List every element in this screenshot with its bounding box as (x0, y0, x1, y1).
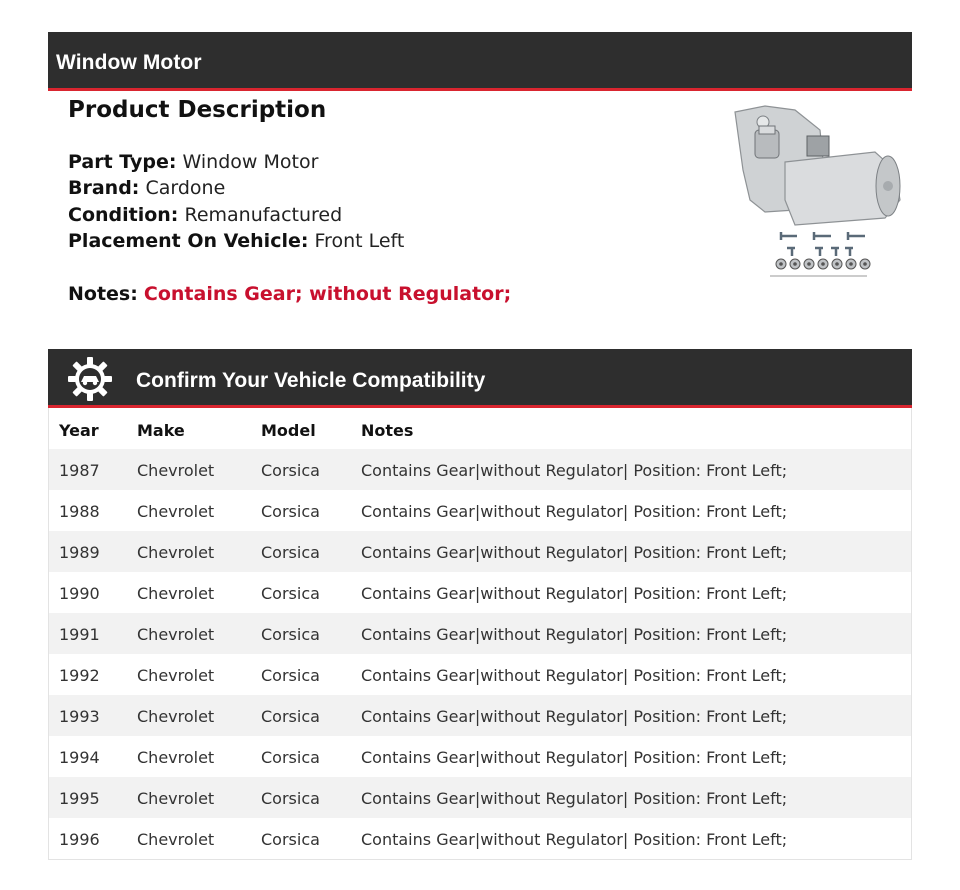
spec-value: Window Motor (182, 151, 319, 173)
cell-notes: Contains Gear|without Regulator| Position: Front Left; (361, 543, 788, 562)
column-header-model: Model (261, 421, 316, 440)
cell-make: Chevrolet (137, 748, 215, 767)
cell-model: Corsica (261, 584, 320, 603)
cell-model: Corsica (261, 748, 320, 767)
column-header-year: Year (59, 421, 99, 440)
cell-model: Corsica (261, 502, 320, 521)
cell-year: 1991 (59, 625, 100, 644)
table-row (49, 654, 911, 695)
cell-notes: Contains Gear|without Regulator| Position: Front Left; (361, 625, 788, 644)
cell-year: 1987 (59, 461, 100, 480)
column-header-make: Make (137, 421, 185, 440)
column-header-notes: Notes (361, 421, 414, 440)
cell-notes: Contains Gear|without Regulator| Position: Front Left; (361, 789, 788, 808)
cell-notes: Contains Gear|without Regulator| Position: Front Left; (361, 461, 788, 480)
spec-brand (68, 177, 225, 199)
cell-year: 1994 (59, 748, 100, 767)
table-row (49, 736, 911, 777)
cell-year: 1995 (59, 789, 100, 808)
cell-year: 1992 (59, 666, 100, 685)
cell-year: 1989 (59, 543, 100, 562)
cell-make: Chevrolet (137, 461, 215, 480)
compat-header-bar (48, 349, 912, 408)
cell-notes: Contains Gear|without Regulator| Position: Front Left; (361, 584, 788, 603)
compat-title: Confirm Your Vehicle Compatibility (136, 369, 486, 392)
table-row (49, 777, 911, 818)
header-title: Window Motor (56, 51, 202, 74)
spec-part-type (68, 151, 318, 173)
cell-make: Chevrolet (137, 543, 215, 562)
cell-model: Corsica (261, 666, 320, 685)
table-row (49, 531, 911, 572)
notes-value: Contains Gear; without Regulator; (143, 283, 512, 305)
cell-year: 1988 (59, 502, 100, 521)
cell-model: Corsica (261, 461, 320, 480)
compatibility-table (48, 408, 912, 860)
cell-model: Corsica (261, 625, 320, 644)
cell-year: 1993 (59, 707, 100, 726)
table-row (49, 613, 911, 654)
spec-label: Placement On Vehicle: (68, 230, 309, 252)
table-row (49, 818, 911, 859)
table-row (49, 695, 911, 736)
table-row (49, 449, 911, 490)
notes (68, 283, 511, 305)
cell-make: Chevrolet (137, 584, 215, 603)
cell-make: Chevrolet (137, 666, 215, 685)
table-header-row (49, 408, 911, 449)
window-motor-product-image (725, 100, 905, 285)
gear-car-icon (67, 356, 113, 402)
cell-notes: Contains Gear|without Regulator| Position: Front Left; (361, 707, 788, 726)
spec-label: Brand: (68, 177, 140, 199)
cell-notes: Contains Gear|without Regulator| Position: Front Left; (361, 666, 788, 685)
cell-make: Chevrolet (137, 789, 215, 808)
spec-condition (68, 204, 342, 226)
cell-notes: Contains Gear|without Regulator| Position: Front Left; (361, 830, 788, 849)
cell-make: Chevrolet (137, 502, 215, 521)
spec-value: Remanufactured (184, 204, 343, 226)
cell-model: Corsica (261, 830, 320, 849)
notes-label: Notes: (68, 283, 138, 305)
cell-make: Chevrolet (137, 625, 215, 644)
spec-label: Condition: (68, 204, 179, 226)
spec-label: Part Type: (68, 151, 177, 173)
cell-model: Corsica (261, 543, 320, 562)
cell-model: Corsica (261, 789, 320, 808)
cell-year: 1990 (59, 584, 100, 603)
cell-year: 1996 (59, 830, 100, 849)
cell-notes: Contains Gear|without Regulator| Position: Front Left; (361, 748, 788, 767)
table-row (49, 572, 911, 613)
cell-make: Chevrolet (137, 830, 215, 849)
cell-model: Corsica (261, 707, 320, 726)
table-row (49, 490, 911, 531)
spec-value: Front Left (314, 230, 405, 252)
description-heading: Product Description (68, 97, 327, 123)
header-bar (48, 32, 912, 91)
spec-placement (68, 230, 404, 252)
cell-notes: Contains Gear|without Regulator| Position: Front Left; (361, 502, 788, 521)
cell-make: Chevrolet (137, 707, 215, 726)
spec-value: Cardone (145, 177, 226, 199)
